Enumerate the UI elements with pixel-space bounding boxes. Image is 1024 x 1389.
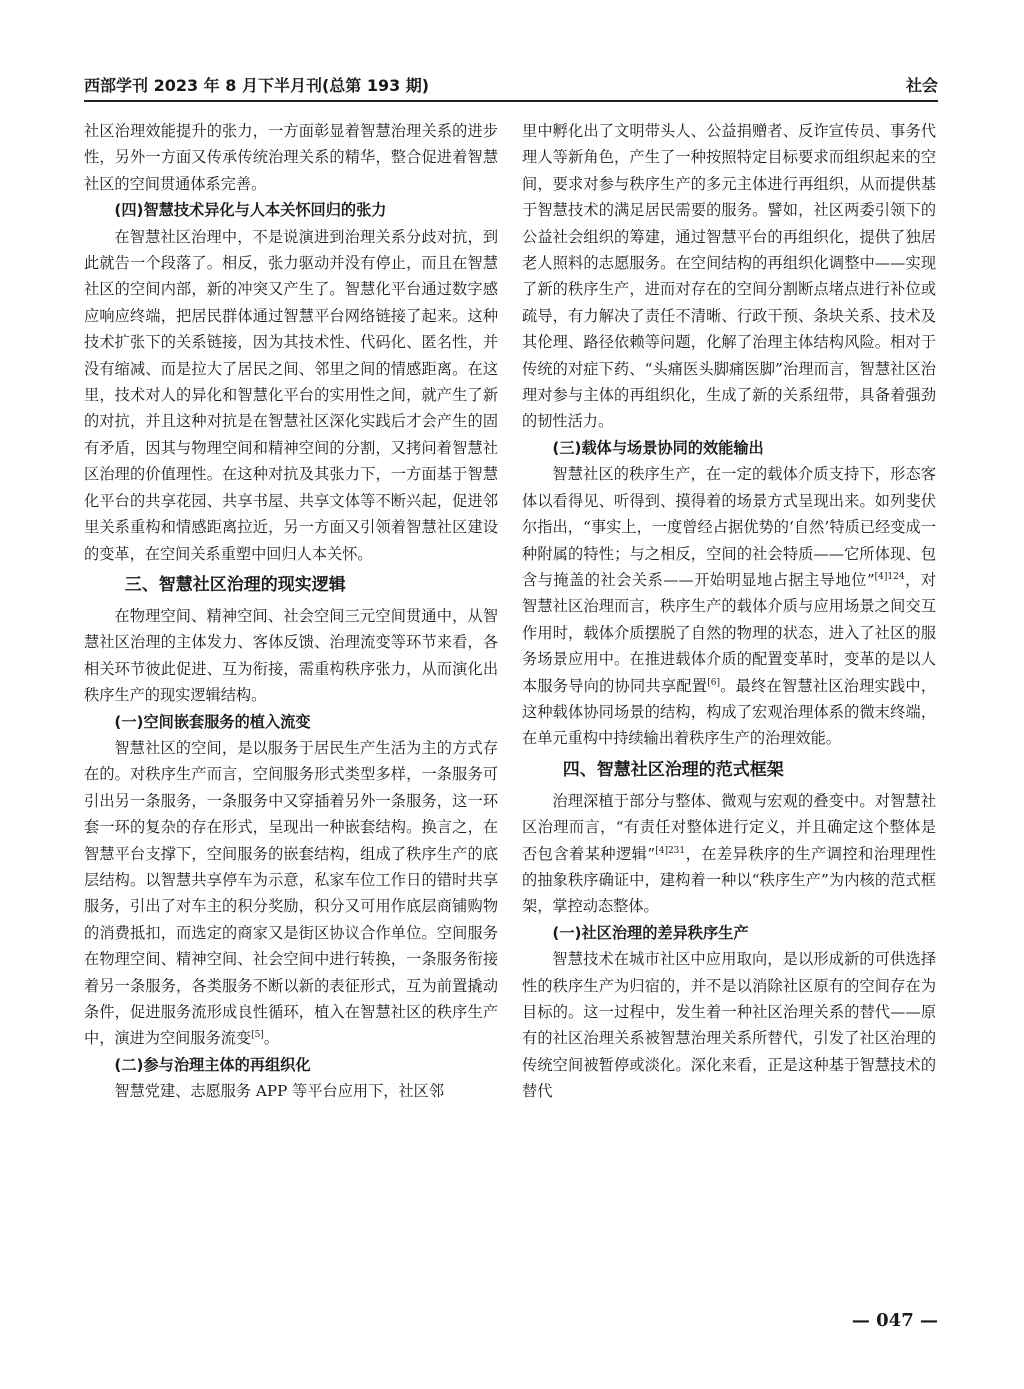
page-number: — 047 — [851, 1310, 938, 1331]
paragraph-text: 。 [263, 1029, 279, 1048]
paragraph-text: 智慧社区的秩序生产，在一定的载体介质支持下，形态客体以看得见、听得到、摸得着的场景方式呈现出来。如列斐伏尔指出，“事实上，一度曾经占据优势的‘自然’特质已经变成一种附属的特性；与之相反，空间的社会特质——它所体现、包含与掩盖的社会关系——开始明显地占据主导地位” [522, 465, 936, 589]
paragraph: 在物理空间、精神空间、社会空间三元空间贯通中，从智慧社区治理的主体发力、客体反馈、治理流变等环节来看，各相关环节彼此促进、互为衔接，需重构秩序张力，从而演化出秩序生产的现实逻辑结构。 [84, 606, 498, 705]
citation: [4]231 [655, 845, 686, 856]
paragraph-text: 。最终在智慧社区治理实践中，这种载体协同场景的结构，构成了宏观治理体系的微末终端，在单元重构中持续输出着秩序生产的治理效能。 [522, 676, 937, 748]
subsection-heading: (一)空间嵌套服务的植入流变 [114, 712, 311, 731]
paragraph-text: ，在差异秩序的生产调控和治理理性的抽象秩序确证中，建构着一种以“秩序生产”为内核的范式框架，掌控动态整体。 [522, 844, 937, 916]
citation: [6] [707, 677, 720, 688]
citation: [4]124 [874, 571, 905, 582]
section-heading: 三、智慧社区治理的现实逻辑 [124, 574, 346, 595]
journal-title: 西部学刊 2023 年 8 月下半月刊(总第 193 期) [84, 76, 430, 95]
citation: [5] [251, 1030, 264, 1041]
header-rule [84, 100, 938, 102]
paragraph: 社区治理效能提升的张力，一方面彰显着智慧治理关系的进步性，另外一方面又传承传统治理关系的精华，整合促进着智慧社区的空间贯通体系完善。 [84, 122, 498, 193]
subsection-heading: (一)社区治理的差异秩序生产 [552, 923, 749, 942]
left-column [84, 118, 498, 1105]
section-heading: 四、智慧社区治理的范式框架 [562, 759, 784, 780]
paragraph-text: 智慧社区的空间，是以服务于居民生产生活为主的方式存在的。对秩序生产而言，空间服务形式类型多样，一条服务可引出另一条服务，一条服务中又穿插着另外一条服务，这一环套一环的复杂的存在形式，呈现出一种嵌套结构。换言之，在智慧平台支撑下，空间服务的嵌套结构，组成了秩序生产的底层结构。以智慧共享停车为示意，私家车位工作日的错时共享服务，引出了对车主的积分奖励，积分又可用作底层商铺购物的消费抵扣，而选定的商家又是街区协议合作单位。空间服务在物理空间、精神空间、社会空间中进行转换，一条服务衔接着另一条服务，各类服务不断以新的表征形式，互为前置撬动条件，促进服务流形成良性循环，植入在智慧社区的秩序生产中，演进为空间服务流变 [84, 738, 498, 1048]
running-header [84, 72, 938, 96]
paragraph-text: 治理深植于部分与整体、微观与宏观的叠变中。对智慧社区治理而言，“有责任对整体进行定义，并且确定这个整体是否包含着某种逻辑” [522, 791, 936, 863]
paragraph [522, 461, 936, 751]
subsection-heading: (二)参与治理主体的再组织化 [114, 1055, 311, 1074]
paragraph: 智慧党建、志愿服务 APP 等平台应用下，社区邻 [114, 1082, 445, 1101]
paragraph: 里中孵化出了文明带头人、公益捐赠者、反诈宣传员、事务代理人等新角色，产生了一种按照特定目标要求而组织起来的空间，要求对参与秩序生产的多元主体进行再组织，从而提供基于智慧技术的满足居民需要的服务。譬如，社区两委引领下的公益社会组织的筹建，通过智慧平台的再组织化，提供了独居老人照料的志愿服务。在空间结构的再组织化调整中——实现了新的秩序生产，进而对存在的空间分割断点堵点进行补位或疏导，有力解决了责任不清晰、行政干预、条块关系、技术及其伦理、路径依赖等问题，化解了治理主体结构风险。相对于传统的对症下药、“头痛医头脚痛医脚”治理而言，智慧社区治理对参与主体的再组织化，生成了新的关系纽带，具备着强劲的韧性活力。 [522, 122, 936, 431]
paragraph [522, 788, 936, 920]
paragraph-text: ，对智慧社区治理而言，秩序生产的载体介质与应用场景之间交互作用时，载体介质摆脱了自然的物理的状态，进入了社区的服务场景应用中。在推进载体介质的配置变革时，变革的是以人本服务导向的协同共享配置 [522, 570, 937, 695]
subsection-heading: (四)智慧技术异化与人本关怀回归的张力 [114, 201, 387, 220]
paragraph: 智慧技术在城市社区中应用取向，是以形成新的可供选择性的秩序生产为归宿的，并不是以消除社区原有的空间存在为目标的。这一过程中，发生着一种社区治理关系的替代——原有的社区治理关系被智慧治理关系所替代，引发了社区治理的传统空间被暂停或淡化。深化来看，正是这种基于智慧技术的替代 [522, 950, 936, 1101]
paragraph: 在智慧社区治理中，不是说演进到治理关系分歧对抗，到此就告一个段落了。相反，张力驱动并没有停止，而且在智慧社区的空间内部，新的冲突又产生了。智慧化平台通过数字感应响应终端，把居民群体通过智慧平台网络链接了起来。这种技术扩张下的关系链接，因为其技术性、代码化、匿名性，并没有缩减、而是拉大了居民之间、邻里之间的情感距离。在这里，技术对人的异化和智慧化平台的实用性之间，就产生了新的对抗，并且这种对抗是在智慧社区深化实践后才会产生的固有矛盾，因其与物理空间和精神空间的分割，又拷问着智慧社区治理的价值理性。在这种对抗及其张力下，一方面基于智慧化平台的共享花园、共享书屋、共享文体等不断兴起，促进邻里关系重构和情感距离拉近，另一方面又引领着智慧社区建设的变革，在空间关系重塑中回归人本关怀。 [84, 227, 498, 563]
paragraph [84, 735, 498, 1052]
right-column [522, 118, 936, 1105]
subsection-heading: (三)载体与场景协同的效能输出 [552, 438, 764, 457]
section-name: 社会 [905, 76, 938, 95]
